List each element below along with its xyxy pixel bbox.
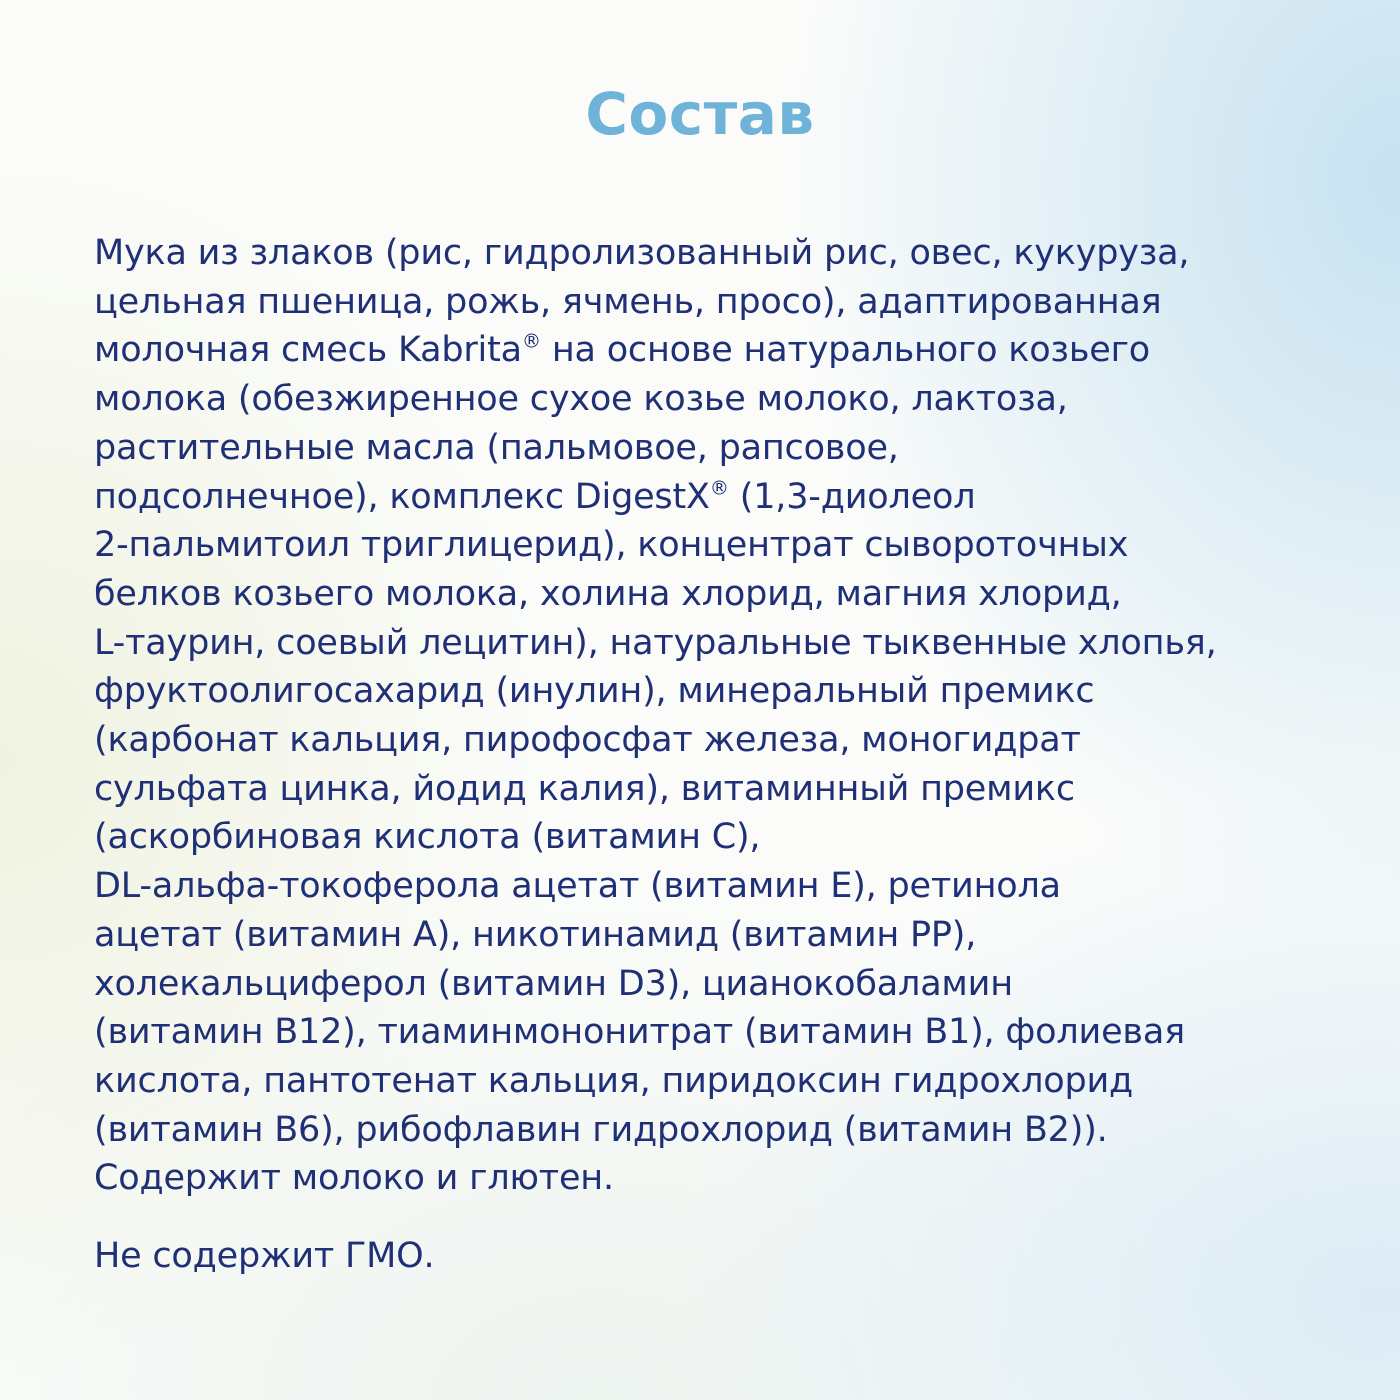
composition-line: белков козьего молока, холина хлорид, магния хлорид,: [94, 573, 1122, 614]
composition-line: молока (обезжиренное сухое козье молоко, лактоза,: [94, 379, 1068, 420]
composition-line: (аскорбиновая кислота (витамин С),: [94, 817, 761, 858]
composition-line: фруктоолигосахарид (инулин), минеральный премикс: [94, 671, 1095, 712]
composition-line: цельная пшеница, рожь, ячмень, просо), адаптированная: [94, 281, 1162, 322]
composition-line: [94, 473, 1334, 522]
gmo-note: Не содержит ГМО.: [94, 1236, 435, 1276]
composition-line: (витамин В12), тиаминмононитрат (витамин В1), фолиевая: [94, 1012, 1185, 1053]
composition-line: сульфата цинка, йодид калия), витаминный премикс: [94, 768, 1075, 809]
composition-line: [94, 326, 1334, 375]
composition-line: ацетат (витамин А), никотинамид (витамин РР),: [94, 914, 977, 955]
composition-line: (карбонат кальция, пирофосфат железа, моногидрат: [94, 720, 1081, 761]
composition-line-text: (1,3-диолеол: [728, 476, 976, 517]
composition-line: Содержит молоко и глютен.: [94, 1158, 614, 1199]
composition-line-text: на основе натурального козьего: [540, 330, 1150, 371]
composition-line-text: молочная смесь Kabrita: [94, 330, 522, 371]
registered-mark: ®: [521, 329, 541, 353]
page-title: Состав: [585, 80, 815, 148]
composition-line-text: подсолнечное), комплекс DigestX: [94, 476, 710, 517]
composition-line: (витамин В6), рибофлавин гидрохлорид (витамин В2)).: [94, 1109, 1108, 1150]
composition-line: кислота, пантотенат кальция, пиридоксин гидрохлорид: [94, 1060, 1134, 1101]
composition-line: холекальциферол (витамин D3), цианокобаламин: [94, 963, 1013, 1004]
composition-line: DL-альфа-токоферола ацетат (витамин Е), ретинола: [94, 866, 1061, 907]
composition-text: [94, 229, 1334, 1203]
composition-line: 2-пальмитоил триглицерид), концентрат сывороточных: [94, 525, 1129, 566]
composition-line: растительные масла (пальмовое, рапсовое,: [94, 427, 899, 468]
registered-mark: ®: [709, 476, 729, 500]
composition-line: Мука из злаков (рис, гидролизованный рис, овес, кукуруза,: [94, 233, 1190, 273]
composition-line: L-таурин, соевый лецитин), натуральные тыквенные хлопья,: [94, 622, 1217, 663]
